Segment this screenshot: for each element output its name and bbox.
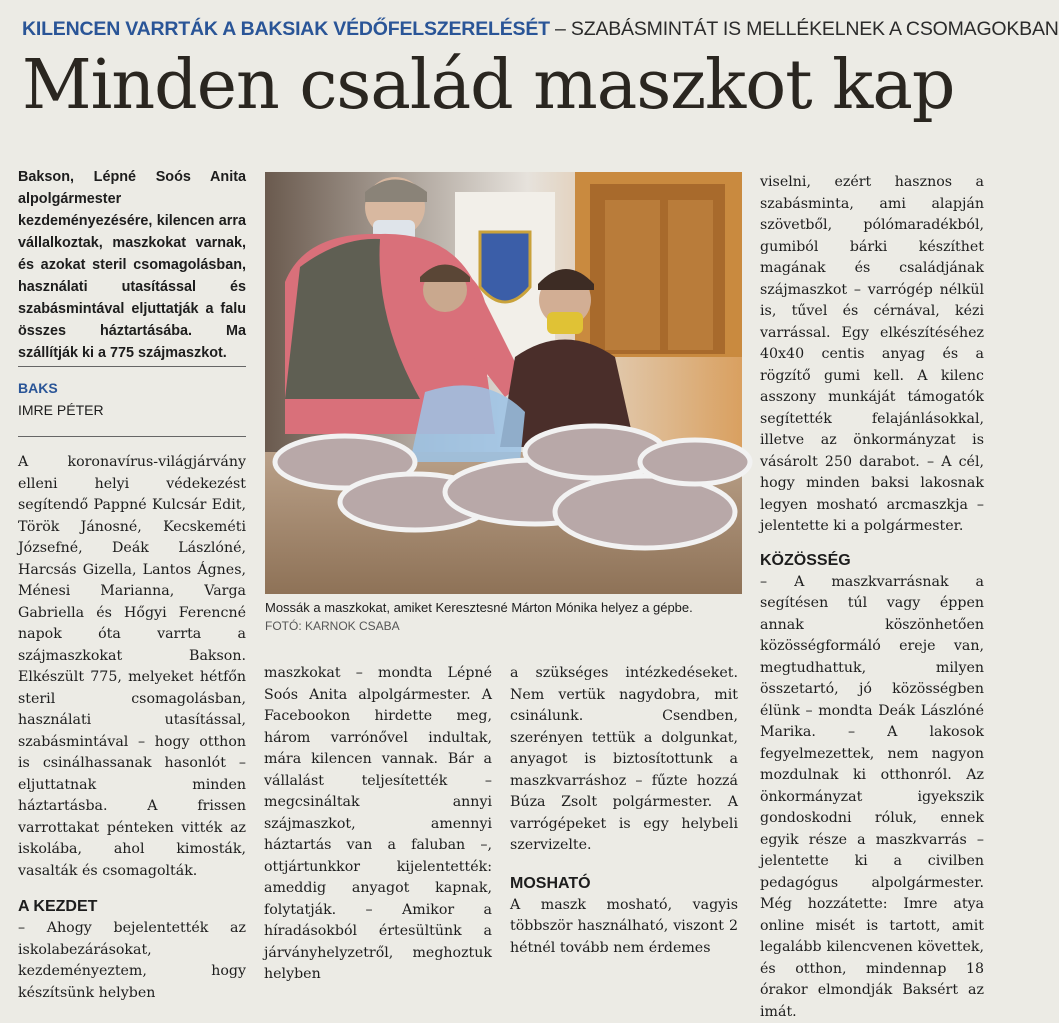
photo: [265, 172, 742, 594]
photo-caption: [265, 598, 745, 636]
column-3: [510, 663, 738, 959]
column-2: [264, 663, 492, 986]
caption-text: Mossák a maszkokat, amiket Keresztesné Márton Mónika helyez a gépbe.: [265, 598, 745, 617]
kicker-accent: KILENCEN VARRTÁK A BAKSIAK VÉDŐFELSZERELÉSÉT: [22, 18, 550, 40]
column-4-body: viselni, ezért hasznos a szabásminta, ami alapján szövetből, pólómaradékból, gumiból bárki készíthet magának és családjának szájmaszkot – varrógép nélkül is, tűvel és cérnával, kézi varrással. Egy elkészítéséhez 40x40 centis anyag és a rögzítő gumi kell. A kilenc asszony munkáját támogatók segítették felajánlásokkal, illetve az önkormányzat is vásárolt 250 darabot. – A cél, hogy minden baksi lakosnak legyen mosható arcmaszkja – jelentette ki a polgármester.: [760, 172, 984, 538]
photo-credit: FOTÓ: KARNOK CSABA: [265, 617, 745, 636]
kicker-rest: – SZABÁSMINTÁT IS MELLÉKELNEK A CSOMAGOKBAN: [550, 18, 1059, 40]
rule-top: [18, 366, 246, 367]
column-4-body-2: – A maszkvarrásnak a segítésen túl vagy éppen annak köszönhetően közösségformáló ereje van, megtudhattuk, milyen összetartó, jó közösségben élünk – mondta Deák Lászlóné Marika. – A lakosok fegyelmezettek, nem nagyon mozdulnak ki otthonról. Az önkormányzat igyekszik gondoskodni róluk, ennek egyik része a maszkvarrás – jelentette ki a civilben pedagógus alpolgármester. Még hozzátette: Imre atya online misét is tartott, amit legalább kilencvenen követtek, és otthon, mindennap 18 órakor elmondják Baksért az imát.: [760, 572, 984, 1023]
rule-bottom: [18, 436, 246, 437]
column-3-body: a szükséges intézkedéseket. Nem vertük nagydobra, mit csinálunk. Csendben, szerényen tettük a dolgunkat, anyagot is biztosítottunk a maszkvarráshoz – fűzte hozzá Búza Zsolt polgármester. A varrógépeket is egy helybeli szervizelte.: [510, 663, 738, 857]
headline: Minden család maszkot kap: [22, 46, 954, 125]
subhead-moshato: MOSHATÓ: [510, 873, 738, 895]
byline-place: BAKS: [18, 378, 246, 400]
column-1-body-2: – Ahogy bejelentették az iskolabezárásokat, kezdeményeztem, hogy készítsünk helyben: [18, 918, 246, 1004]
subhead-kezdet: A KEZDET: [18, 896, 246, 918]
column-3-body-2: A maszk mosható, vagyis többször használható, viszont 2 hétnél tovább nem érdemes: [510, 895, 738, 960]
photo-illustration: [265, 172, 742, 594]
lead-paragraph: Bakson, Lépné Soós Anita alpolgármester kezdeményezésére, kilencen arra vállalkoztak, maszkokat varnak, és azokat steril csomagolásban, használati utasítással és szabásmintával eljuttatják a falu összes háztartásába. Ma szállítják ki a 775 szájmaszkot.: [18, 166, 246, 364]
byline: [18, 378, 246, 421]
byline-author: IMRE PÉTER: [18, 400, 246, 422]
column-1-body: A koronavírus-világjárvány elleni helyi védekezést segítendő Pappné Kulcsár Edit, Török Jánosné, Kecskeméti Józsefné, Deák Lászlóné, Harcsás Gizella, Lantos Ágnes, Ménesi Marianna, Varga Gabriella és Hőgyi Ferencné napok óta varrta a szájmaszkokat Bakson. Elkészült 775, melyeket hétfőn steril csomagolásban, használati utasítással, szabásmintával – hogy otthon is csinálhassanak hasonlót – eljuttatnak minden háztartásba. A frissen varrottakat pénteken vitték az iskolába, ahol kimosták, vasalták és csomagolták.: [18, 452, 246, 882]
column-1: [18, 452, 246, 1004]
column-4: [760, 172, 984, 1023]
kicker: [22, 18, 982, 41]
column-2-body: maszkokat – mondta Lépné Soós Anita alpolgármester. A Facebookon hirdette meg, három varrónővel indultak, mára kilencen vannak. Bár a vállalást teljesítették – megcsináltak annyi szájmaszkot, amennyi háztartás van a faluban –, ottjártunkkor kijelentették: ameddig anyagot kapnak, folytatják. – Amikor a híradásokból értesültünk a járványhelyzetről, meghoztuk helyben: [264, 663, 492, 986]
subhead-kozosseg: KÖZÖSSÉG: [760, 550, 984, 572]
